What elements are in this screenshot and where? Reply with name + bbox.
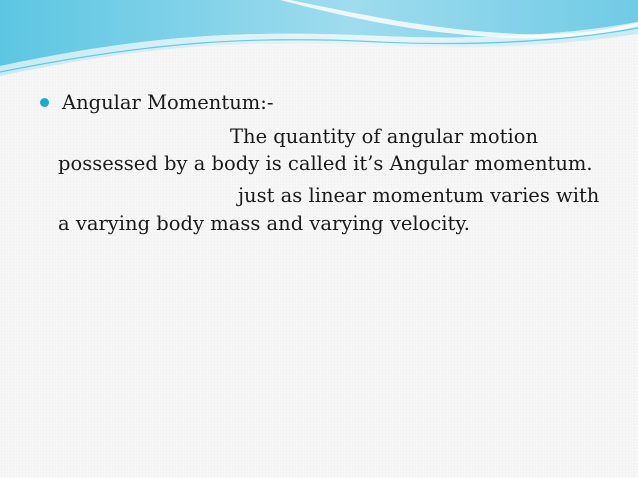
paragraph2-line2: a varying body mass and varying velocity. xyxy=(58,212,471,235)
paragraph1-line1: The quantity of angular motion xyxy=(230,125,539,148)
paragraph2-line1: just as linear momentum varies with xyxy=(238,184,600,207)
bullet-item-angular-momentum xyxy=(40,91,273,114)
bullet-dot-icon xyxy=(40,98,49,107)
slide-heading: Angular Momentum:- xyxy=(62,91,274,114)
paragraph1-line2: possessed by a body is called it’s Angular momentum. xyxy=(58,152,593,175)
